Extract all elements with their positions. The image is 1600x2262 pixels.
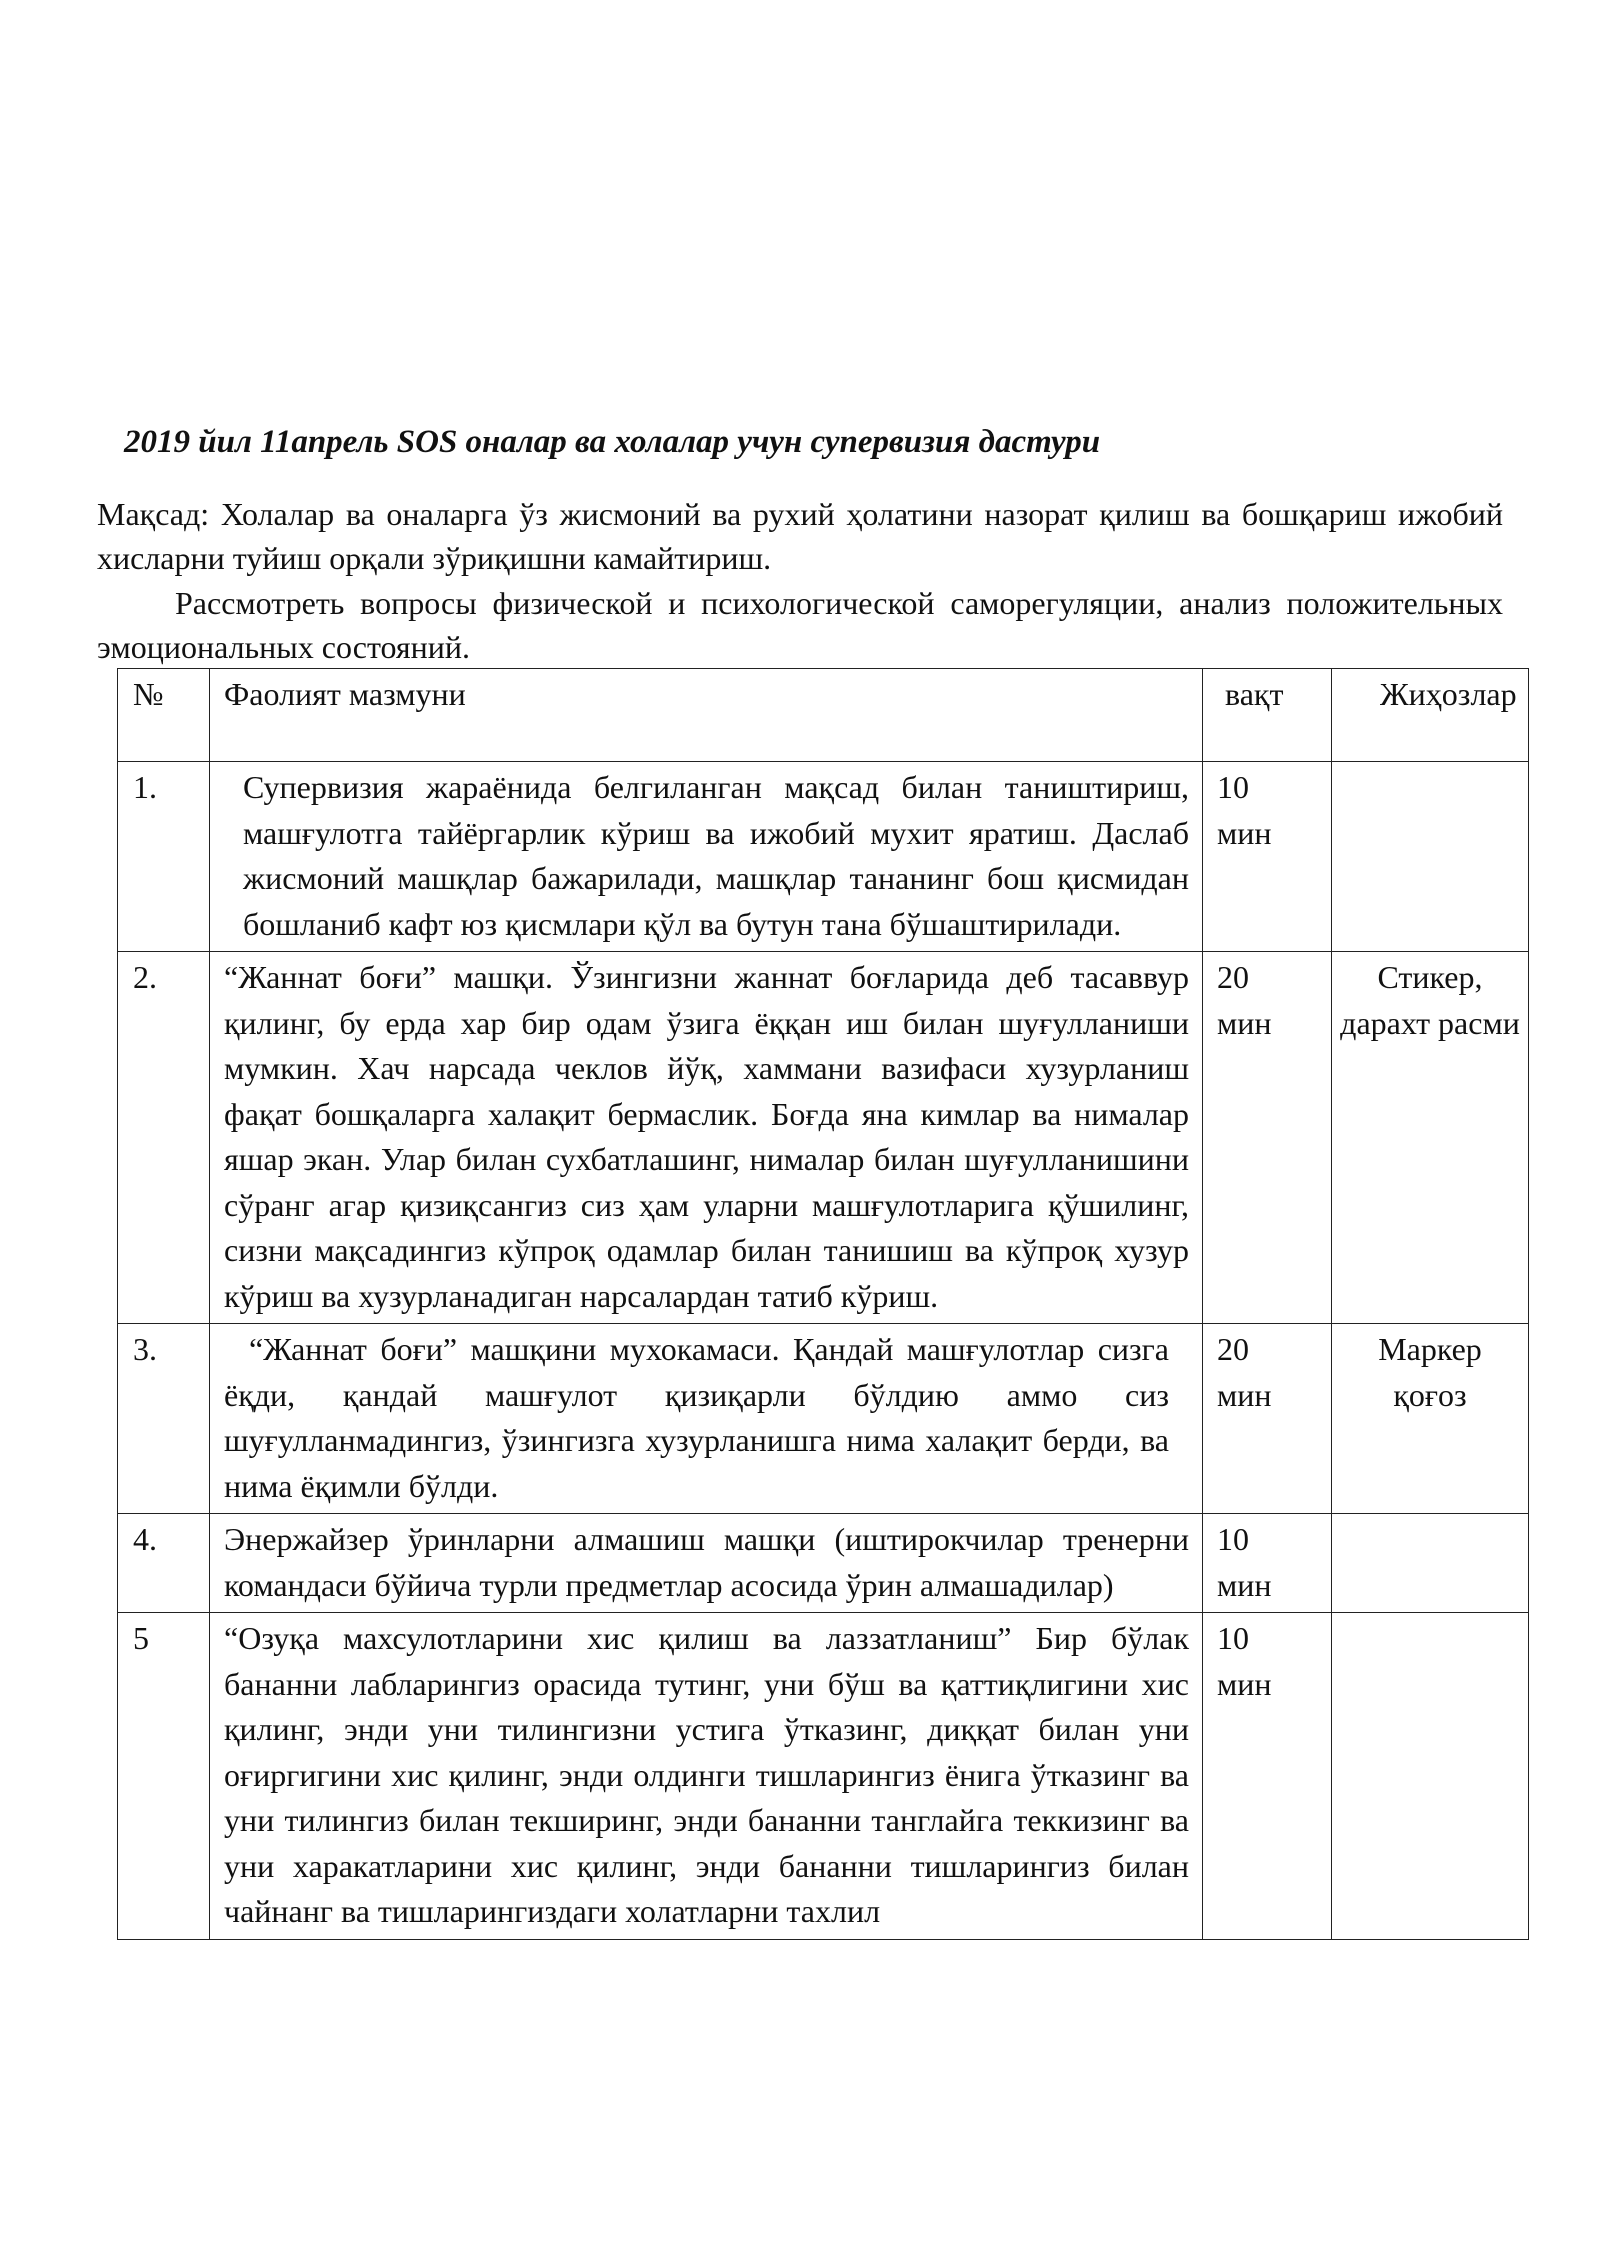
- program-table: [117, 668, 1529, 1940]
- header-num: №: [133, 676, 164, 712]
- row-activity: Энержайзер ўринларни алмашиш машқи (иштирокчилар тренерни командаси бўйича турли предметлар асосида ўрин алмашадилар): [224, 1521, 1189, 1603]
- table-header-row: [118, 669, 1529, 762]
- row-number: 4.: [133, 1521, 157, 1557]
- header-time: вақт: [1225, 676, 1284, 712]
- table-row: [118, 952, 1529, 1324]
- header-cell-activity: [210, 669, 1203, 762]
- row-activity: Супервизия жараёнида белгиланган мақсад билан таништириш, машғулотга тайёргарлик кўриш ва ижобий мухит яратиш. Даслаб жисмоний машқлар бажарилади, машқлар тананинг бош қисмидан бошланиб кафт юз қисмлари қўл ва бутун тана бўшаштирилади.: [243, 769, 1189, 942]
- row-equipment: Стикер, дарахт расми: [1340, 959, 1520, 1041]
- header-cell-equipment: [1332, 669, 1529, 762]
- row-time: 10 мин: [1217, 769, 1272, 851]
- table-row: [118, 1514, 1529, 1613]
- document-title: 2019 йил 11апрель SOS оналар ва холалар учун супервизия дастури: [124, 424, 1101, 460]
- header-cell-num: [118, 669, 210, 762]
- table-row: [118, 762, 1529, 952]
- row-time: 10 мин: [1217, 1620, 1272, 1702]
- table-row: [118, 1324, 1529, 1514]
- table-row: [118, 1613, 1529, 1940]
- row-activity: “Жаннат боғи” машқи. Ўзингизни жаннат боғларида деб тасаввур қилинг, бу ерда хар бир одам ўзига ёққан иш билан шуғулланиши мумкин. Хач нарсада чеклов йўқ, хаммани вазифаси хузурланиш фақат бошқаларга халақит бермаслик. Боғда яна кимлар ва нималар яшар экан. Улар билан сухбатлашинг, нималар билан шуғулланишини сўранг агар қизиқсангиз сиз ҳам уларни машғулотларига қўшилинг, сизни мақсадингиз кўпроқ одамлар билан танишиш ва кўпроқ хузур кўриш ва хузурланадиган нарсалардан татиб кўриш.: [224, 959, 1189, 1314]
- row-activity: “Озуқа махсулотларини хис қилиш ва лаззатланиш” Бир бўлак бананни лабларингиз орасида тутинг, уни бўш ва қаттиқлигини хис қилинг, энди уни тилингизни устига ўтказинг, диққат билан уни оғиргигини хис қилинг, энди олдинги тишларингиз ёнига ўтказинг ва уни тилингиз билан текширинг, энди бананни танглайга теккизинг ва уни харакатларини хис қилинг, энди бананни тишларингиз билан чайнанг ва тишларингиздаги холатларни тахлил: [224, 1620, 1189, 1929]
- row-time: 20 мин: [1217, 959, 1272, 1041]
- header-cell-time: [1203, 669, 1332, 762]
- row-number: 5: [133, 1620, 149, 1656]
- row-activity: “Жаннат боғи” машқини мухокамаси. Қандай машғулотлар сизга ёқди, қандай машғулот қизиқарли бўлдию аммо сиз шуғулланмадингиз, ўзингизга хузурланишга нима халақит берди, ва нима ёқимли бўлди.: [224, 1331, 1169, 1504]
- header-activity: Фаолият мазмуни: [224, 676, 466, 712]
- row-number: 3.: [133, 1331, 157, 1367]
- row-time: 20 мин: [1217, 1331, 1272, 1413]
- row-equipment: [1332, 1613, 1528, 1616]
- header-equipment: Жиҳозлар: [1380, 676, 1517, 712]
- goal-uzbek-paragraph: Мақсад: Холалар ва оналарга ўз жисмоний ва рухий ҳолатини назорат қилиш ва бошқариш ижобий хисларни туйиш орқали зўриқишни камайтириш.: [97, 496, 1503, 576]
- row-number: 1.: [133, 769, 157, 805]
- row-equipment: [1332, 762, 1528, 765]
- row-equipment: Маркер қоғоз: [1378, 1331, 1482, 1413]
- row-time: 10 мин: [1217, 1521, 1272, 1603]
- row-number: 2.: [133, 959, 157, 995]
- row-equipment: [1332, 1514, 1528, 1517]
- goal-russian-paragraph: Рассмотреть вопросы физической и психологической саморегуляции, анализ положительных эмоциональных состояний.: [97, 585, 1503, 665]
